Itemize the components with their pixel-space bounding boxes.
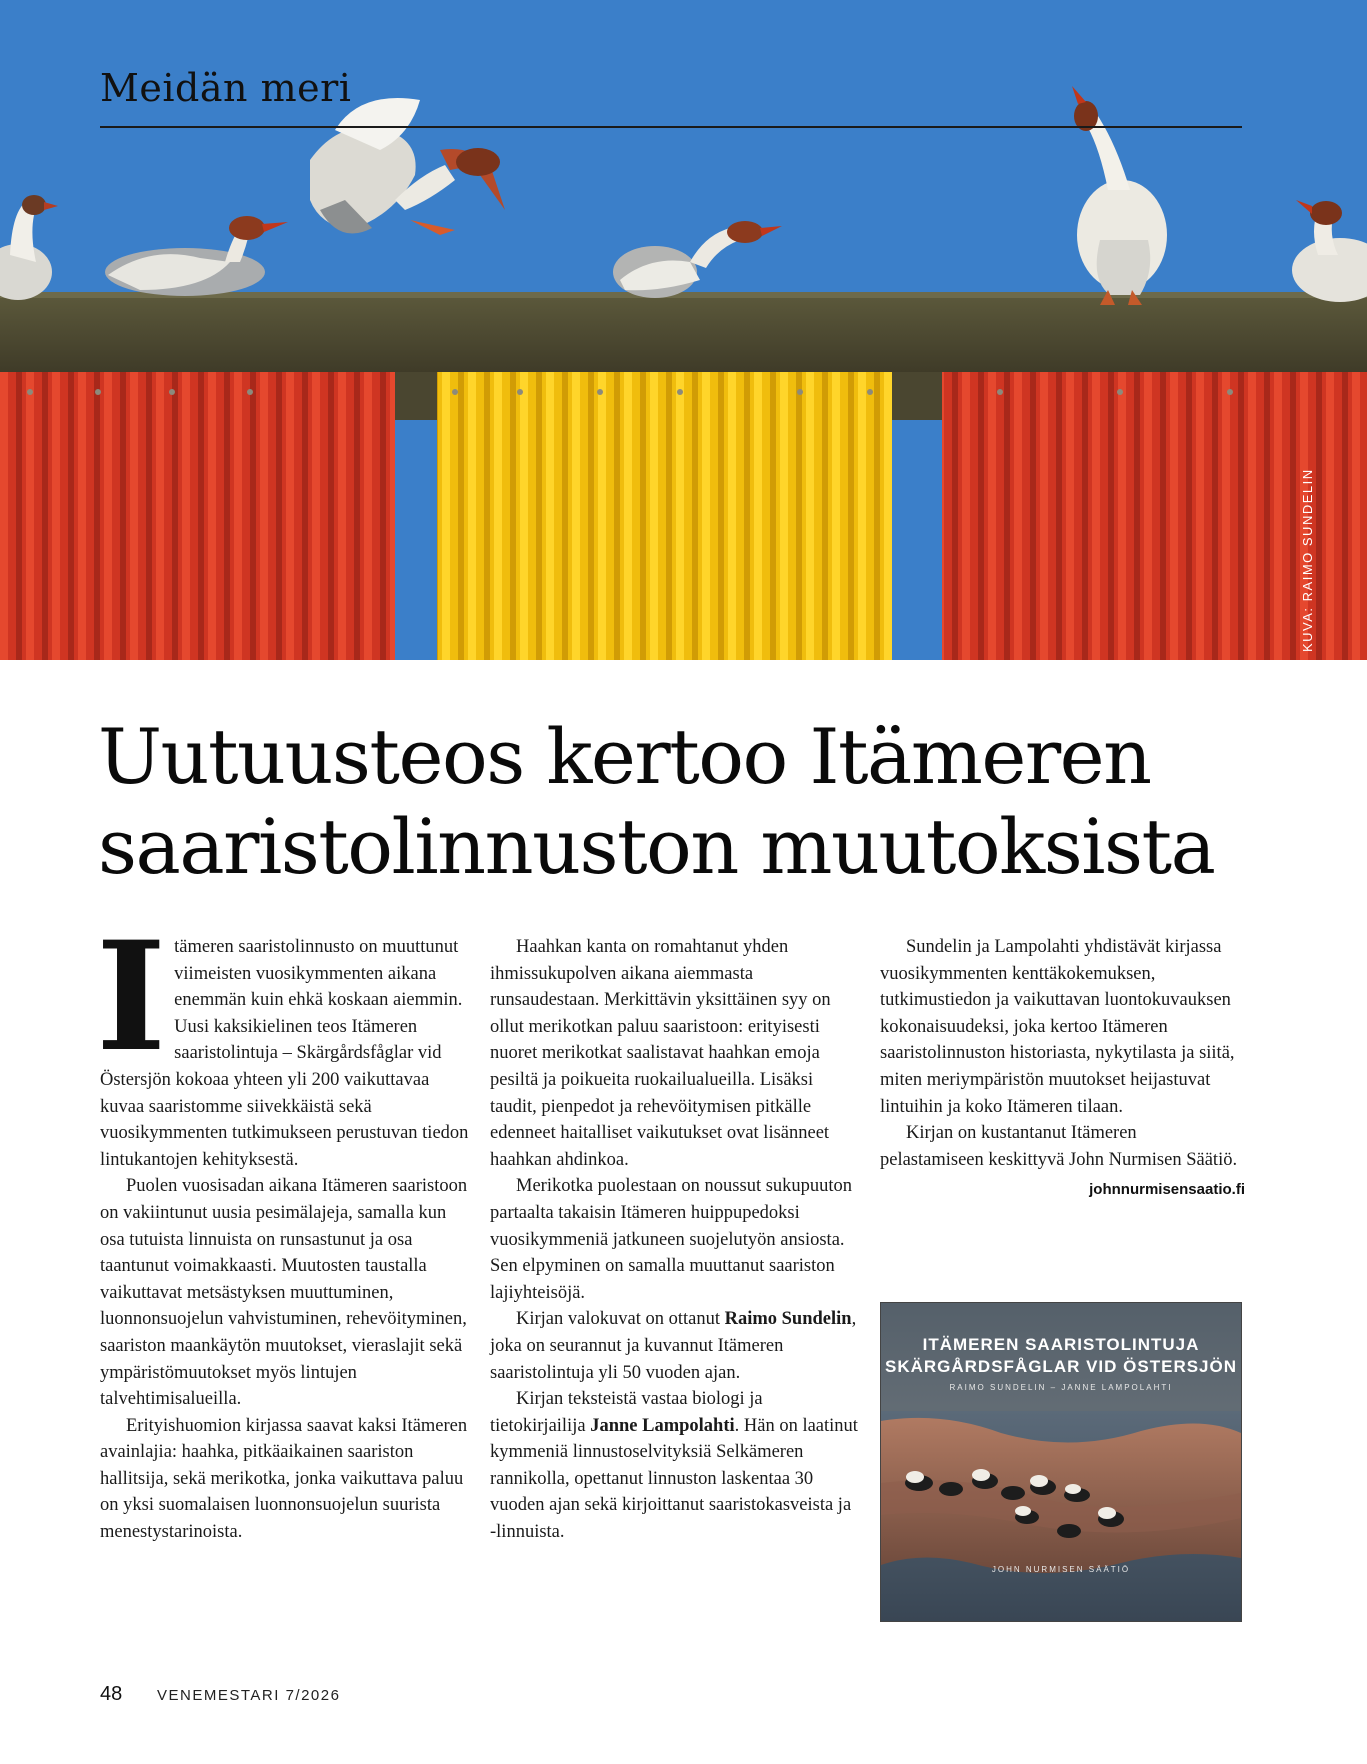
paragraph-text: , joka on seurannut ja kuvannut Itämeren saaristolintuja yli 50 vuoden ajan.: [490, 1309, 857, 1383]
paragraph: [880, 1120, 1245, 1199]
magazine-issue: VENEMESTARI 7/2026: [157, 1687, 341, 1704]
drop-cap: I: [96, 909, 167, 1085]
page-number: 48: [100, 1683, 123, 1705]
section-label: Meidän meri: [100, 66, 352, 110]
paragraph-text: . Hän on laatinut kymmeniä linnustoselvityksiä Selkämeren rannikolla, opettanut linnuston laskentaa 30 vuoden ajan sekä kirjoittanut saaristokasveista ja -linnuista.: [490, 1415, 858, 1543]
hero-photo: [0, 0, 1367, 660]
website-link[interactable]: johnnurmisensaatio.fi: [1089, 1181, 1245, 1199]
book-title-sv: SKÄRGÅRDSFÅGLAR VID ÖSTERSJÖN: [884, 1357, 1238, 1376]
paragraph-text: Kirjan on kustantanut Itämeren pelastamiseen keskittyvä John Nurmisen Säätiö.: [880, 1123, 1238, 1170]
author-name: Janne Lampolahti: [590, 1415, 735, 1436]
book-publisher: JOHN NURMISEN SÄÄTIÖ: [991, 1565, 1131, 1574]
paragraph: Merikotka puolestaan on noussut sukupuuton partaalta takaisin Itämeren huippupedoksi vuosikymmeniä jatkuneen suojelutyön ansiosta. Sen elpyminen on samalla muuttanut saariston lajiyhteisöjä.: [490, 1176, 853, 1303]
paragraph: Haahkan kanta on romahtanut yhden ihmissukupolven aikana aiemmasta runsaudestaan. Merkittävin yksittäinen syy on ollut merikotkan paluu saaristoon: erityisesti nuoret merikotkat saalistavat haahkan emoja pesiltä ja poikueita ruokailualueilla. Lisäksi taudit, pienpedot ja rehevöitymisen pitkälle edenneet haitalliset vaikutukset ovat lisänneet haahkan ahdinkoa.: [490, 937, 831, 1170]
article-column-3: [880, 934, 1245, 1204]
article-column-1: [96, 909, 470, 1546]
article-title: [98, 712, 1278, 892]
paragraph: [96, 909, 470, 1173]
paragraph: [490, 1386, 860, 1546]
title-line-1: Uutuusteos kertoo Itämeren: [98, 712, 1151, 801]
paragraph: Puolen vuosisadan aikana Itämeren saaristoon on vakiintunut uusia pesimälajeja, samalla kun osa tutuista linnuista on runsastunut ja osa taantunut voimakkaasti. Muutosten taustalla vaikuttavat metsästyksen muuttuminen, luonnonsuojelun vahvistuminen, rehevöityminen, saariston maankäytön muutokset, vieraslajit sekä ympäristömuutokset myös lintujen talvehtimisalueilla.: [100, 1176, 468, 1410]
photo-credit: KUVA: RAIMO SUNDELIN: [1300, 468, 1315, 652]
title-line-2: saaristolinnuston muutoksista: [98, 802, 1215, 891]
photographer-name: Raimo Sundelin: [724, 1309, 852, 1330]
paragraph-text: tämeren saaristolinnusto on muuttunut viimeisten vuosikymmenten aikana enemmän kuin ehkä koskaan aiemmin. Uusi kaksikielinen teos Itämeren saaristolintuja – Skärgårdsfåglar vid Östersjön kokoaa yhteen yli 200 vaikuttavaa kuvaa saaristomme siivekkäistä sekä vuosikymmenten tutkimukseen perustuvan tiedon lintukantojen kehityksestä.: [100, 937, 469, 1170]
paragraph: [490, 1306, 860, 1386]
paragraph-text: Kirjan valokuvat on ottanut: [516, 1309, 725, 1330]
paragraph: Erityishuomion kirjassa saavat kaksi Itämeren avainlajia: haahka, pitkäaikainen saariston hallitsija, sekä merikotka, jonka vaikuttava paluu on yksi suomalaisen luonnonsuojelun suurista menestystarinoista.: [100, 1415, 468, 1543]
paragraph-text: Kirjan teksteistä vastaa biologi ja tietokirjailija: [490, 1389, 763, 1436]
book-title-fi: ITÄMEREN SAARISTOLINTUJA: [922, 1335, 1200, 1354]
article-column-2: [490, 934, 860, 1546]
book-cover: [880, 1302, 1242, 1622]
header-rule: [100, 126, 1242, 128]
book-authors: RAIMO SUNDELIN – JANNE LAMPOLAHTI: [949, 1383, 1173, 1392]
paragraph: Sundelin ja Lampolahti yhdistävät kirjassa vuosikymmenten kenttäkokemuksen, tutkimustiedon ja vaikuttavan luontokuvauksen kokonaisuudeksi, joka kertoo Itämeren saaristolinnuston historiasta, nykytilasta ja siitä, miten meriympäristön muutokset heijastuvat lintuihin ja koko Itämeren tilaan.: [880, 937, 1235, 1117]
